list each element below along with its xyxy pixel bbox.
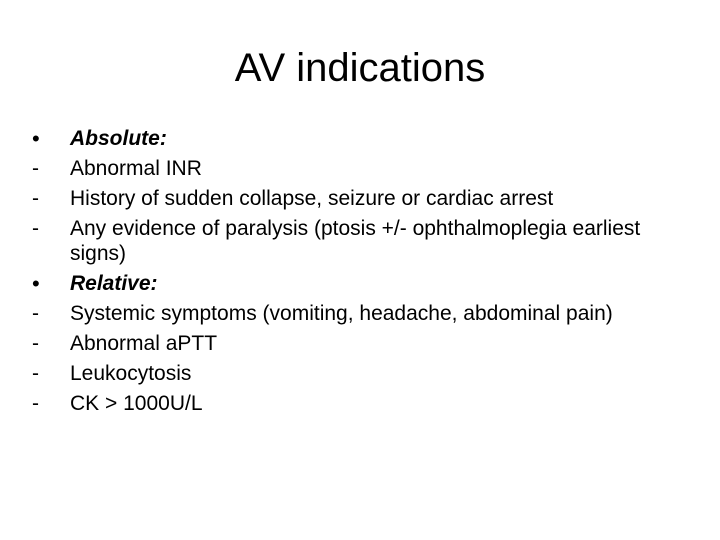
indication-list (32, 126, 692, 421)
bullet-icon: • (32, 271, 40, 296)
dash-marker: - (32, 302, 39, 325)
list-item-text: Any evidence of paralysis (ptosis +/- ophthalmoplegia earliest signs) (70, 217, 641, 265)
dash-marker: - (32, 187, 39, 210)
dash-marker: - (32, 157, 39, 180)
list-item-text: History of sudden collapse, seizure or cardiac arrest (70, 187, 554, 210)
list-item-text: Abnormal INR (70, 157, 202, 180)
list-item-text: Systemic symptoms (vomiting, headache, abdominal pain) (70, 302, 613, 325)
list-item-text: Leukocytosis (70, 362, 192, 385)
dash-marker: - (32, 217, 39, 240)
section-heading-absolute (32, 126, 692, 151)
list-item (32, 301, 692, 326)
slide-title: AV indications (234, 46, 486, 90)
section-heading-label: Absolute: (70, 127, 167, 150)
list-item-text: CK > 1000U/L (70, 392, 203, 415)
list-item (32, 391, 692, 416)
dash-marker: - (32, 332, 39, 355)
list-item (32, 331, 692, 356)
dash-marker: - (32, 362, 39, 385)
list-item-text: Abnormal aPTT (70, 332, 218, 355)
section-heading-label: Relative: (70, 272, 158, 295)
section-heading-relative (32, 271, 692, 296)
list-item (32, 156, 692, 181)
list-item (32, 216, 692, 266)
list-item (32, 361, 692, 386)
bullet-icon: • (32, 126, 40, 151)
list-item (32, 186, 692, 211)
dash-marker: - (32, 392, 39, 415)
